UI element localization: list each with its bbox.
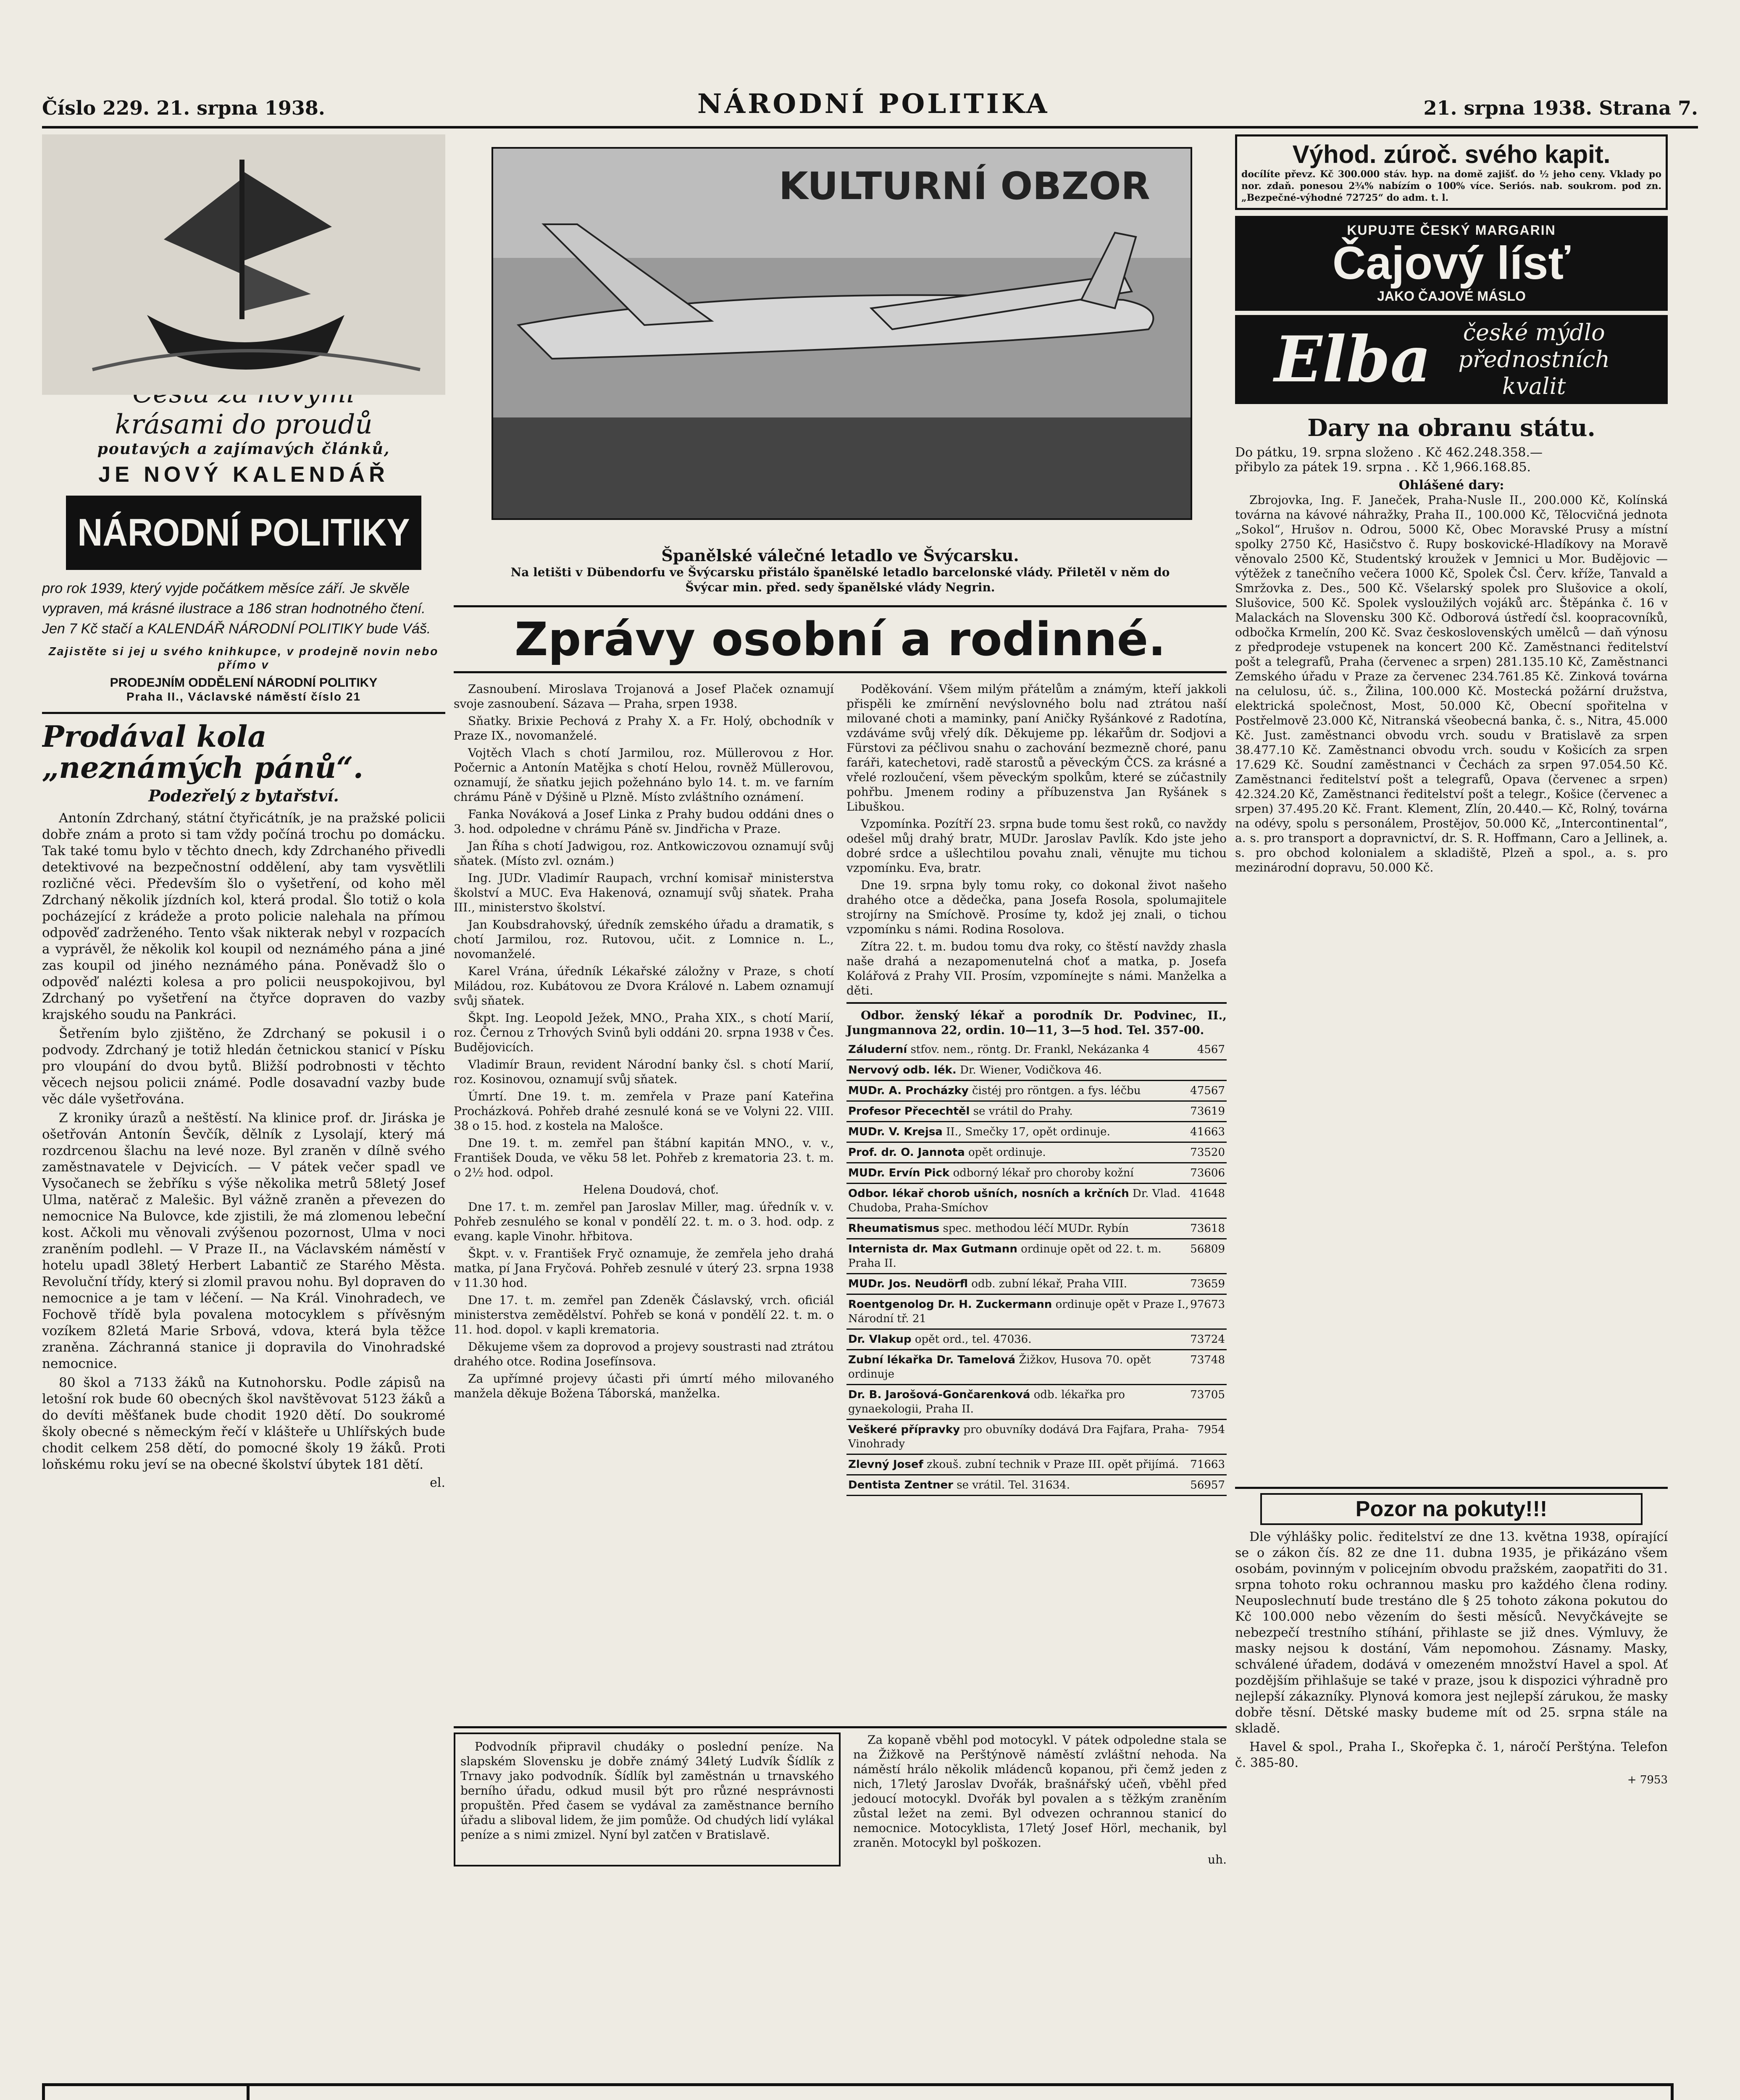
doctor-name: Záluderní xyxy=(848,1043,907,1056)
doctor-text: odborný lékař pro choroby kožní xyxy=(953,1167,1134,1179)
personal-entry: Sňatky. Brixie Pechová z Prahy X. a Fr. Holý, obchodník v Praze IX., novomanželé. xyxy=(454,714,834,743)
personal-entry: Vojtěch Vlach s chotí Jarmilou, roz. Müllerovou z Hor. Počernic a Antonín Matějka s chotí Helou, rovněž Müllerovou, oznamují, že sňatku jejich požehnáno bylo 14. t. m. ve farním chrámu Páně v Dýšině u Plzně. Místo zvláštního oznámení. xyxy=(454,746,834,804)
story-paragraph: Za kopaně vběhl pod motocykl. V pátek odpoledne stala se na Žižkově na Perštýnově náměstí zvláštní nehoda. Na náměstí hrálo několik mládenců kopanou, při čemž jeden z nich, 17letý Jaroslav Dvořák, brašnářský učeň, vběhl před jedoucí motocykl. Dvořák byl povalen a s těžkým zraněním zůstal ležet na zemi. Byl odvezen ochrannou stanicí do nemocnice. Motocyklista, 17letý Josef Hörl, mechanik, byl zraněn. Motocykl byl poškozen. xyxy=(853,1733,1227,1850)
doctor-name: Zlevný Josef xyxy=(848,1458,923,1471)
ad-office: PRODEJNÍM ODDĚLENÍ NÁRODNÍ POLITIKY xyxy=(110,676,378,690)
soap-ad xyxy=(1235,315,1668,404)
doctor-row xyxy=(846,1143,1227,1163)
ship-illustration-icon xyxy=(42,134,445,395)
personal-entry: Děkujeme všem za doprovod a projevy soustrasti nad ztrátou drahého otce. Rodina Josefínsova. xyxy=(454,1340,834,1368)
doctor-name: MUDr. A. Procházky xyxy=(848,1084,969,1097)
doctor-ref: 71663 xyxy=(1190,1458,1225,1471)
manifestation-banner xyxy=(42,2083,1674,2100)
doctor-name: Odbor. lékař chorob ušních, nosních a krčních xyxy=(848,1187,1129,1200)
calendar-ad xyxy=(42,134,445,714)
doctor-ref: 73724 xyxy=(1190,1333,1225,1346)
doctor-name: Prof. dr. O. Jannota xyxy=(848,1146,965,1159)
doctor-text: opět ord., tel. 47036. xyxy=(915,1333,1032,1346)
doctor-name: Dentista Zentner xyxy=(848,1479,953,1491)
doctor-name: Dr. B. Jarošová-Gončarenková xyxy=(848,1389,1030,1401)
investment-ad-text: docílíte převz. Kč 300.000 stáv. hyp. na domě zajišť. do ½ jeho ceny. Vklady po nor. zdaň. ponesou 2¾% nabízím o 100% více. Seriós. nab. soukrom. pod zn. „Bezpečné-výhodné 72725“ do adm. t. l. xyxy=(1241,169,1661,203)
doctor-ref: 4567 xyxy=(1197,1043,1225,1056)
photo-caption-title: Španělské válečné letadlo ve Švýcarsku. xyxy=(661,546,1019,565)
divider xyxy=(846,1002,1227,1004)
donations-line-2: přibylo za pátek 19. srpna . . Kč 1,966.168.85. xyxy=(1235,460,1531,475)
personal-entry: Dne 17. t. m. zemřel pan Zdeněk Čáslavský, vrch. oficiál ministerstva zemědělství. Pohřeb se koná v pondělí 22. t. m. o 11. hod. dopol. v kapli krematoria. xyxy=(454,1293,834,1336)
doctor-row xyxy=(846,1385,1227,1420)
story-subtitle: Podezřelý z bytařství. xyxy=(148,786,339,805)
banner-main xyxy=(255,2086,1671,2100)
doctor-text: pro obuvníky dodává Dra Fajfara, Praha-Vinohrady xyxy=(848,1423,1189,1450)
personal-entry: Vladimír Braun, revident Národní banky čsl. s chotí Marií, roz. Kosinovou, oznamují svůj sňatek. xyxy=(454,1058,834,1086)
doctor-row xyxy=(846,1163,1227,1184)
doctor-name: Veškeré přípravky xyxy=(848,1423,960,1436)
personal-entry: Helena Doudová, choť. xyxy=(583,1183,719,1197)
story-paragraph: Podvodník připravil chudáky o poslední peníze. Na slapském Slovensku je dobře známý 34letý Ludvík Šídlík z Trnavy jako podvodník. Šídlík byl zaměstnán u trnavského berního úřadu, odkud musil být pro různé nesprávnosti propuštěn. Před časem se vydával za zaměstnance berního úřadu a sliboval lidem, že jim pomůže. Od chudých lidí vylákal peníze a s nimi zmizel. Nyní byl zatčen v Bratislavě. xyxy=(460,1740,834,1842)
doctor-row xyxy=(846,1219,1227,1239)
doctor-name: MUDr. Ervín Pick xyxy=(848,1167,950,1179)
page-header xyxy=(42,63,1698,129)
warning-ref: + 7953 xyxy=(1627,1774,1668,1786)
doctor-note: Odbor. ženský lékař a porodník Dr. Podvinec, II., Jungmannova 22, ordin. 10—11, 3—5 hod. Tel. 357-00. xyxy=(846,1008,1227,1037)
donations-line-1: Do pátku, 19. srpna složeno . Kč 462.248.358.— xyxy=(1235,445,1543,460)
personal-entry: Škpt. Ing. Leopold Ježek, MNO., Praha XIX., s chotí Marií, roz. Černou z Trhových Svinů byli oddáni 20. srpna 1938 v Čes. Budějovicích. xyxy=(454,1011,834,1054)
banner-date xyxy=(45,2086,250,2100)
doctor-ref: 41663 xyxy=(1190,1126,1225,1138)
doctor-ref: 73520 xyxy=(1190,1146,1225,1159)
story-paragraph: Šetřením bylo zjištěno, že Zdrchaný se pokusil i o podvody. Zdrchaný je totiž hledán četnickou stanicí v Písku pro vloupání do dvou bytů. Bližší podrobnosti v těchto věcech nejsou policii známé. Podle dosavadní vazby bude věc dále vyšetřována. xyxy=(42,1026,445,1107)
doctor-row xyxy=(846,1040,1227,1060)
doctor-ref: 56957 xyxy=(1190,1479,1225,1491)
doctor-name: MUDr. V. Krejsa xyxy=(848,1126,943,1138)
soap-slogan: české mýdlo přednostních kvalit xyxy=(1458,319,1610,399)
doctor-name: Roentgenolog Dr. H. Zuckermann xyxy=(848,1298,1052,1311)
doctor-row xyxy=(846,1239,1227,1274)
ad-line-2: krásami do proudů xyxy=(115,409,373,440)
margarine-top: KUPUJTE ČESKÝ MARGARIN xyxy=(1347,223,1556,238)
doctor-ref: 7954 xyxy=(1197,1423,1225,1436)
ship-illustration xyxy=(42,134,445,395)
doctor-name: Internista dr. Max Gutmann xyxy=(848,1243,1017,1255)
doctor-text: opět ordinuje. xyxy=(968,1146,1046,1159)
personal-col-2 xyxy=(846,682,1227,1496)
story-paragraph: Z kroniky úrazů a neštěstí. Na klinice prof. dr. Jiráska je ošetřován Antonín Ševčík, dělník z Lysolají, který má rozdrcenou šlachu na levé noze. Byl zraněn v dílně svého zaměstnavatele v Dejvicích. — V pátek večer spadl ve Vysočanech se žebříku s výše několika metrů 58letý Josef Ulma, natěrač z Malešic. Byl vážně zraněn a převezen do nemocnice Na Bulovce, kde zjistili, že má zlomenou lebeční kost. Ačkoli mu věnovali zvýšenou pozornost, Ulma v noci zraněním podlehl. — V Praze II., na Václavském náměstí v hotelu upadl 38letý Herbert Labantič ze Starého Města. Revoluční třídy, který si zlomil pravou nohu. Byl dopraven do nemocnice a je tam v léčení. — Na Král. Vinohradech, ve Fochově třídě byla povalena motocyklem s přívěsným vozíkem 82letá Marie Srbová, vdova, která byla těžce zraněna. Záchranná stanice ji dopravila do Vinohradské nemocnice. xyxy=(42,1110,445,1371)
warning-title: Pozor na pokuty!!! xyxy=(1260,1493,1643,1525)
doctor-text: ordinuje opět v Praze I., Národní tř. 21 xyxy=(848,1298,1189,1325)
doctor-ref: 41648 xyxy=(1190,1187,1225,1200)
doctor-text: odb. lékařka pro gynaekologii, Praha II. xyxy=(848,1389,1125,1415)
margarine-tag: JAKO ČAJOVÉ MÁSLO xyxy=(1377,289,1526,304)
section-title: Zprávy osobní a rodinné. xyxy=(454,605,1227,673)
personal-entry: Úmrtí. Dne 19. t. m. zemřela v Praze paní Kateřina Procházková. Pohřeb drahé zesnulé koná se ve Volyni 22. VIII. 38 o 15. hod. z kostela na Malošce. xyxy=(454,1089,834,1133)
doctor-ref: 97673 xyxy=(1190,1298,1225,1311)
photo-caption: Na letišti v Dübendorfu ve Švýcarsku přistálo španělské letadlo barcelonské vlády. Přiletěl v něm do Švýcar min. před. sedy španělské vlády Negrin. xyxy=(510,565,1170,594)
ad-body: pro rok 1939, který vyjde počátkem měsíce září. Je skvěle vypraven, má krásné ilustrace a 186 stran hodnotného čtení. Jen 7 Kč stačí a KALENDÁŘ NÁRODNÍ POLITIKY bude Váš. xyxy=(42,580,431,637)
story-title-b: „neznámých pánů“. xyxy=(42,750,364,785)
doctor-name: Zubní lékařka Dr. Tamelová xyxy=(848,1354,1016,1366)
warning-ad xyxy=(1235,1487,1668,2081)
personal-news xyxy=(454,682,1227,1496)
warning-text: Dle výhlášky polic. ředitelství ze dne 13. května 1938, opírající se o zákon čís. 82 ze dne 11. dubna 1935, je přikázáno všem osobám, povinným v policejním obvodu pražském, zaopatřiti do 31. srpna tohoto roku ochrannou masku pro každého člena rodiny. Neuposlechnutí bude trestáno dle § 25 tohoto zákona pokutou do Kč 100.000 nebo vězením do šesti měsíců. Nevyčkávejte se nebezpečí trestního stíhání, přihlaste se již dnes. Výmluvy, že masky nejsou k dostání, Vám nepomohou. Zásnamy. Masky, schválené úřadem, dodává v omezeném množství Havel a spol. Ať pozdějším přihlašuje se také v praze, jsou k dispozici výhradně pro nejlepší zákazníky. Plynová komora jest nejlepší zárukou, že masky dobře těsní. Dětské masky budeme mít od 25. srpna stále na skladě. xyxy=(1235,1530,1668,1736)
story-paragraph: Antonín Zdrchaný, státní čtyřicátník, je na pražské policii dobře znám a proto si tam vždy počíná trochu po domácku. Tak také tomu bylo v těchto dnech, kdy Zdrchaného přivedli detektivové na bezpečnostní oddělení, aby tam vysvětlili rozličné věci. Především šlo o vyšetření, od koho měl Zdrchaný několik jízdních kol, která prodal. Šlo totiž o kola pocházející z krádeže a proto policie nalehala na přímou odpověď zadrženého. Tento však nikterak nebyl v rozpacích a vyprávěl, že několik kol koupil od neznámého pána a jiné zas koupil od jiného neznámého pána. Poněvadž šlo o odpověď nalézti kolesa a pro policii neuspokojivou, byl Zdrchaný po vyšetření na čtyřce dopraven do vazby krajského soudu na Pankráci. xyxy=(42,811,445,1022)
doctor-text: odb. zubní lékař, Praha VIII. xyxy=(971,1278,1128,1290)
doctor-text: čistéj pro röntgen. a fys. léčbu xyxy=(972,1084,1141,1097)
investment-ad-title: Výhod. zúroč. svého kapit. xyxy=(1292,140,1611,168)
doctor-text: stfov. nem., röntg. Dr. Frankl, Nekázanka 4 xyxy=(910,1043,1150,1056)
doctor-name: MUDr. Jos. Neudörfl xyxy=(848,1278,968,1290)
donations-subtitle: Ohlášené dary: xyxy=(1398,478,1504,493)
personal-entry: Dne 19. t. m. zemřel pan štábní kapitán MNO., v. v., František Douda, ve věku 58 let. Pohřeb z krematoria 23. t. m. o 2½ hod. odpol. xyxy=(454,1136,834,1179)
doctor-text: zkouš. zubní technik v Praze III. opět přijímá. xyxy=(927,1458,1179,1471)
doctor-row xyxy=(846,1060,1227,1081)
doctor-text: Žižkov, Husova 70. opět ordinuje xyxy=(848,1354,1151,1381)
calendar-badge: NÁRODNÍ POLITIKY xyxy=(66,496,421,570)
doctor-row xyxy=(846,1295,1227,1330)
personal-entry: Za upřímné projevy účasti při úmrtí mého milovaného manžela děkuje Božena Táborská, manželka. xyxy=(454,1372,834,1400)
personal-entry: Jan Koubsdrahovský, úředník zemského úřadu a dramatik, s chotí Jarmilou, roz. Rutovou, učit. z Lomnice n. L., novomanželé. xyxy=(454,918,834,961)
personal-entry: Jan Říha s chotí Jadwigou, roz. Antkowiczovou oznamují svůj sňatek. (Místo zvl. oznám.) xyxy=(454,839,834,868)
personal-entry: Poděkování. Všem milým přátelům a známým, kteří jakkoli přispěli ke zmírnění nevýslovného bolu nad ztrátou naší milované choti a maminky, paní Aničky Ryšánkové z Radotína, vzdáváme svůj vřelý dík. Děkujeme pp. lékařům dr. Sodjovi a Fürstovi za péčlivou snahu o zachování bezmezně choré, panu faráři, katechetovi, radě starostů a pěveckým ČCS. za krásné a vřelé rozloučení, všem pěveckým spolkům, které se zúčastnily pohřbu. Jmenem rodiny a příbuzenstva Jan Ryšánek s Libuškou. xyxy=(846,682,1227,814)
center-column xyxy=(454,134,1227,1722)
doctor-ref: 73705 xyxy=(1190,1389,1225,1401)
doctor-text: se vrátil. Tel. 31634. xyxy=(957,1479,1070,1491)
ad-address: Praha II., Václavské náměstí číslo 21 xyxy=(126,690,361,703)
doctor-ref: 73606 xyxy=(1190,1167,1225,1179)
personal-entry: Fanka Nováková a Josef Linka z Prahy budou oddáni dnes o 3. hod. odpoledne v chrámu Páně sv. Jindřicha v Praze. xyxy=(454,807,834,836)
story-signoff: uh. xyxy=(1208,1853,1227,1866)
doctor-text: Dr. Wiener, Vodičkova 46. xyxy=(959,1064,1102,1076)
story-title-a: Prodával kola xyxy=(42,719,267,754)
newspaper-title: NÁRODNÍ POLITIKA xyxy=(697,88,1050,120)
doctor-row xyxy=(846,1475,1227,1496)
doctor-text: Dr. Vlad. Chudoba, Praha-Smíchov xyxy=(848,1187,1181,1214)
doctor-row xyxy=(846,1330,1227,1350)
plane-lettering: KULTURNÍ OBZOR xyxy=(779,164,1150,208)
story-signoff: el. xyxy=(430,1475,445,1490)
story-paragraph: 80 škol a 7133 žáků na Kutnohorsku. Podle zápisů na letošní rok bude 60 obecných škol navštěvovat 5123 žáků a do devíti měšťanek bude chodit 1920 dětí. Do soukromé školy obecné s německým řečí v klášteře u Uhlířských bude chodit celkem 258 dětí, do pomocné školy 19 žáků. Proti loňskému roku jeví se na obecné školství úbytek 181 dětí. xyxy=(42,1375,445,1472)
story-swindler xyxy=(454,1732,841,1866)
doctor-row xyxy=(846,1420,1227,1455)
doctors-list xyxy=(846,1040,1227,1496)
doctor-ref: 73659 xyxy=(1190,1278,1225,1290)
story-motorcycle xyxy=(853,1732,1227,1866)
center-bottom-stories xyxy=(454,1726,1227,2081)
left-column xyxy=(42,134,445,2083)
personal-entry: Zítra 22. t. m. budou tomu dva roky, co štěstí navždy zhasla naše drahá a nezapomenutelná choť a matka, p. Josefa Kolářová z Prahy VII. Prosím, vzpomínejte s námi. Manželka a děti. xyxy=(846,940,1227,998)
airplane-icon xyxy=(493,149,1191,518)
ad-line-3: poutavých a zajímavých článků, xyxy=(97,440,390,458)
doctor-text: spec. methodou léčí MUDr. Rybín xyxy=(943,1222,1129,1235)
doctor-name: Rheumatismus xyxy=(848,1222,940,1235)
doctor-name: Dr. Vlakup xyxy=(848,1333,912,1346)
personal-entry: Dne 19. srpna byly tomu roky, co dokonal život našeho drahého otce a dědečka, pana Josefa Rosola, spolumajitele strojírny na Smíchově. Prosíme ty, kdož jej znali, o tichou vzpomínku s námi. Rodina Rosolova. xyxy=(846,878,1227,936)
issue-number: Číslo 229. 21. srpna 1938. xyxy=(42,97,325,119)
doctor-ref: 73748 xyxy=(1190,1354,1225,1366)
margarine-brand: Čajový lísť xyxy=(1332,237,1571,289)
doctor-text: II., Smečky 17, opět ordinuje. xyxy=(946,1126,1110,1138)
doctor-ref: 73619 xyxy=(1190,1105,1225,1118)
personal-entry: Ing. JUDr. Vladimír Raupach, vrchní komisař ministerstva školství a MUC. Eva Hakenová, oznamují svůj sňatek. Praha III., ministerstvo školství. xyxy=(454,871,834,914)
warning-footer: Havel & spol., Praha I., Skořepka č. 1, náročí Perštýna. Telefon č. 385-80. xyxy=(1235,1740,1668,1770)
donations-text: Zbrojovka, Ing. F. Janeček, Praha-Nusle II., 200.000 Kč, Kolínská továrna na kávové náhražky, Praha II., 100.000 Kč, Tělocvičná jednota „Sokol“, Hrušov n. Odrou, 5000 Kč, Obec Moravské Prusy a místní spolky 2750 Kč, Hasičstvo č. Rupy boskovické-Hladíkovy na Moravě věnovalo 2500 Kč, Studentský kroužek v Jemnici u Mor. Budějovic — výtěžek z tanečního večera 1000 Kč, Spolek Čsl. Červ. kříže, Tanvald a Smržovka z. Des., 500 Kč. Všelarský spolek pro Slušovice a okolí, Slušovice, 500 Kč. Spolek vysloužilých vojáků arc. Štěpánka č. 16 v Malackách na Slovensku 300 Kč. Odborová ústředí čsl. koopracovníků, odbočka Krmelín, 200 Kč. Svaz československých umělců — daň výnosu z předprodeje vstupenek na koncert 200 Kč. Zaměstnanci ředitelství pošt a telegrafů, Praha (červenec a srpen) 281.135.10 Kč, Zaměstnanci Zemského úřadu v Praze za červenec 234.761.85 Kč. Zinková továrna na celulosu, úč. s., Žilina, 100.000 Kč. Mostecká požární družstva, elektrická společnost, Most, 50.000 Kč, Obecní spořitelna v Postřelmově 23.000 Kč, Nitranská všeobecná banka, č. s., Nitra, 45.000 Kč. Just. zaměstnanci obvodu vrch. soudu v Bratislavě za srpen 38.477.10 Kč. Zaměstnanci obvodu vrch. soudu v Košicích za srpen 17.629 Kč. Soudní zaměstnanci v Čechách za srpen 97.054.50 Kč. Zaměstnanci ředitelství pošt a telegrafů, Opava (červenec a srpen) 42.324.20 Kč, Zaměstnanci ředitelství pošt a telegr., Košice (červenec a srpen) 37.495.20 Kč. Frant. Klement, Zlín, 20.440.— Kč, Rolný, továrna na odévy, spolu s personálem, Prostějov, 50.000 Kč, „Intercontinental“, a. s. pro transport a dopravnictví, dr. S. R. Hoffmann, Caro a Jellinek, a. s. pro obchod kolonialem a skladiště, Plzeň a spol., a. s. pro mezinárodní dopravu, 50.000 Kč. xyxy=(1235,493,1668,874)
personal-entry: Škpt. v. v. František Fryč oznamuje, že zemřela jeho drahá matka, pí Jana Fryčová. Pohřeb zesnulé v úterý 23. srpna 1938 v 11.30 hod. xyxy=(454,1247,834,1290)
doctor-row xyxy=(846,1184,1227,1219)
ad-line-4: JE NOVÝ KALENDÁŘ xyxy=(98,462,389,487)
doctor-row xyxy=(846,1274,1227,1295)
date-and-page: 21. srpna 1938. Strana 7. xyxy=(1423,97,1698,119)
doctor-name: Profesor Přecechtěl xyxy=(848,1105,970,1118)
donations-title: Dary na obranu státu. xyxy=(1307,414,1595,442)
investment-ad xyxy=(1235,134,1668,210)
doctor-row xyxy=(846,1122,1227,1143)
personal-col-1 xyxy=(454,682,834,1496)
doctor-row xyxy=(846,1455,1227,1475)
doctor-row xyxy=(846,1081,1227,1102)
doctor-row xyxy=(846,1350,1227,1385)
personal-entry: Karel Vrána, úředník Lékařské záložny v Praze, s chotí Miládou, roz. Kubátovou ze Dvora Králové n. Labem oznamují svůj sňatek. xyxy=(454,964,834,1008)
personal-entry: Dne 17. t. m. zemřel pan Jaroslav Miller, mag. úředník v. v. Pohřeb zesnulého se konal v pondělí 22. t. m. o 3. hod. odp. z evang. kaple Vinohr. hřbitova. xyxy=(454,1200,834,1243)
doctor-ref: 73618 xyxy=(1190,1222,1225,1235)
photo-section xyxy=(454,134,1227,546)
doctor-ref: 47567 xyxy=(1190,1084,1225,1097)
margarine-ad xyxy=(1235,216,1668,311)
doctor-row xyxy=(846,1102,1227,1122)
personal-entry: Zasnoubení. Miroslava Trojanová a Josef Plaček oznamují svoje zasnoubení. Sázava — Praha, srpen 1938. xyxy=(454,682,834,711)
doctor-ref: 56809 xyxy=(1190,1243,1225,1255)
doctor-name: Nervový odb. lék. xyxy=(848,1064,957,1076)
doctor-text: se vrátil do Prahy. xyxy=(973,1105,1073,1118)
airplane-photo xyxy=(492,147,1192,520)
doctor-text: ordinuje opět od 22. t. m. Praha II. xyxy=(848,1243,1162,1270)
ad-order: Zajistěte si jej u svého knihkupce, v prodejně novin nebo přímo v xyxy=(48,645,439,671)
personal-entry: Vzpomínka. Pozítří 23. srpna bude tomu šest roků, co navždy odešel můj drahý bratr, MUDr. Jaroslav Pavlík. Kdo jste jeho dobré srdce a ušlechtilou povahu znali, věnujte mu tichou vzpomínku. Eva, bratr. xyxy=(846,817,1227,875)
soap-brand: Elba xyxy=(1274,323,1431,396)
